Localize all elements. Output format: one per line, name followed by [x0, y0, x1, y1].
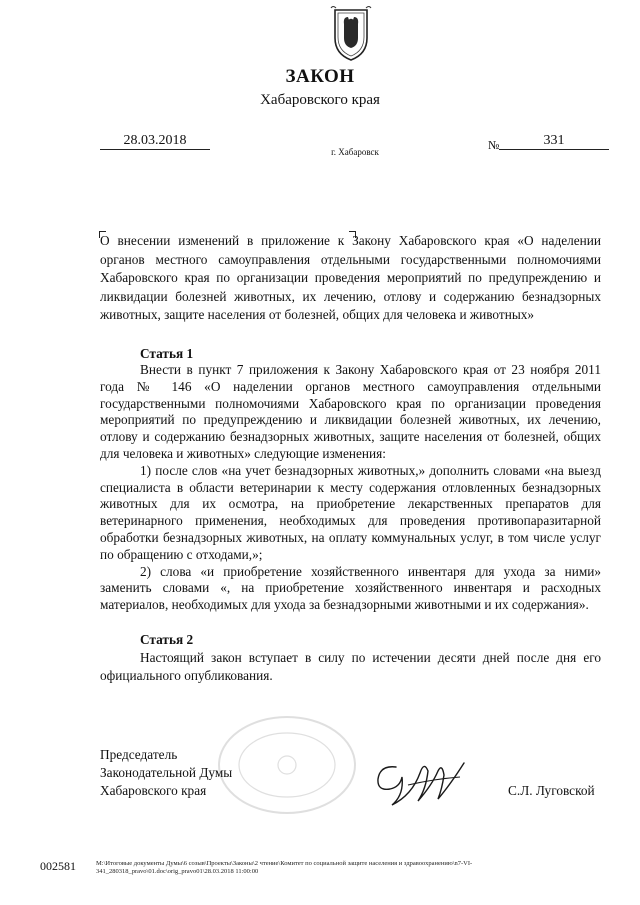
signatory-name: С.Л. Луговской	[508, 783, 595, 798]
signatory-line-1: Председатель	[100, 747, 178, 762]
document-number: 331	[499, 133, 609, 150]
document-subtitle: Хабаровского края	[260, 92, 380, 108]
signatory-position	[100, 746, 232, 800]
document-title: ЗАКОН	[285, 66, 355, 87]
registration-code: 002581	[40, 859, 76, 873]
article-1-item-1: 1) после слов «на учет безнадзорных животных,» дополнить словами «на выезд специалиста в области ветеринарии к месту содержания отловленных безнадзорных животных для их осмотра, на приобретение лекарственных препаратов для ветеринарного применения, необходимых для проведения противопаразитарной обработки безнадзорных животных, на оплату коммунальных услуг, в том числе услуг по обращению с отходами,»;	[100, 462, 601, 562]
article-1-heading: Статья 1	[140, 346, 194, 361]
article-1-intro: Внести в пункт 7 приложения к Закону Хабаровского края от 23 ноября 2011 года № 146 «О наделении органов местного самоуправления отдельными государственными полномочиями Хабаровского края по организации проведения мероприятий по предупреждению и ликвидации болезней животных, их лечению, отлову и содержанию безнадзорных животных, защите населения от болезней, общих для человека и животных» следующие изменения:	[100, 362, 601, 461]
article-2-heading: Статья 2	[140, 632, 194, 647]
article-2-body	[100, 649, 601, 685]
document-city: г. Хабаровск	[331, 147, 379, 157]
article-2-text: Настоящий закон вступает в силу по истечении десяти дней после дня его официального опубликования.	[100, 650, 601, 683]
article-1-item-2: 2) слова «и приобретение хозяйственного инвентаря для ухода за ними» заменить словами «, на приобретение хозяйственного инвентаря и расходных материалов, необходимых для ухода за безнадзорными животными и их содержания».	[100, 563, 601, 613]
coat-of-arms-emblem	[327, 4, 375, 62]
signatory-line-3: Хабаровского края	[100, 783, 207, 798]
law-preamble: О внесении изменений в приложение к Закону Хабаровского края «О наделении органов местного самоуправления отдельными государственными полномочиями Хабаровского края по организации проведения мероприятий по предупреждению и ликвидации болезней животных, их лечению, отлову и содержанию безнадзорных животных, защите населения от болезней, общих для человека и животных»	[100, 233, 601, 322]
document-date: 28.03.2018	[100, 133, 210, 150]
file-path-footer: M:\Итоговые документы Думы\6 созыв\Проекты\Законы\2 чтение\Комитет по социальной защите населения и здравоохранению\n7-VI-341_280318_pravo\01.doc\orig_pravo01\28.03.2018 11:00:00	[96, 860, 473, 875]
number-sign: №	[488, 138, 500, 152]
article-1-body	[100, 362, 601, 614]
signatory-line-2: Законодательной Думы	[100, 765, 233, 780]
handwritten-signature	[368, 755, 478, 813]
official-stamp	[212, 710, 362, 820]
